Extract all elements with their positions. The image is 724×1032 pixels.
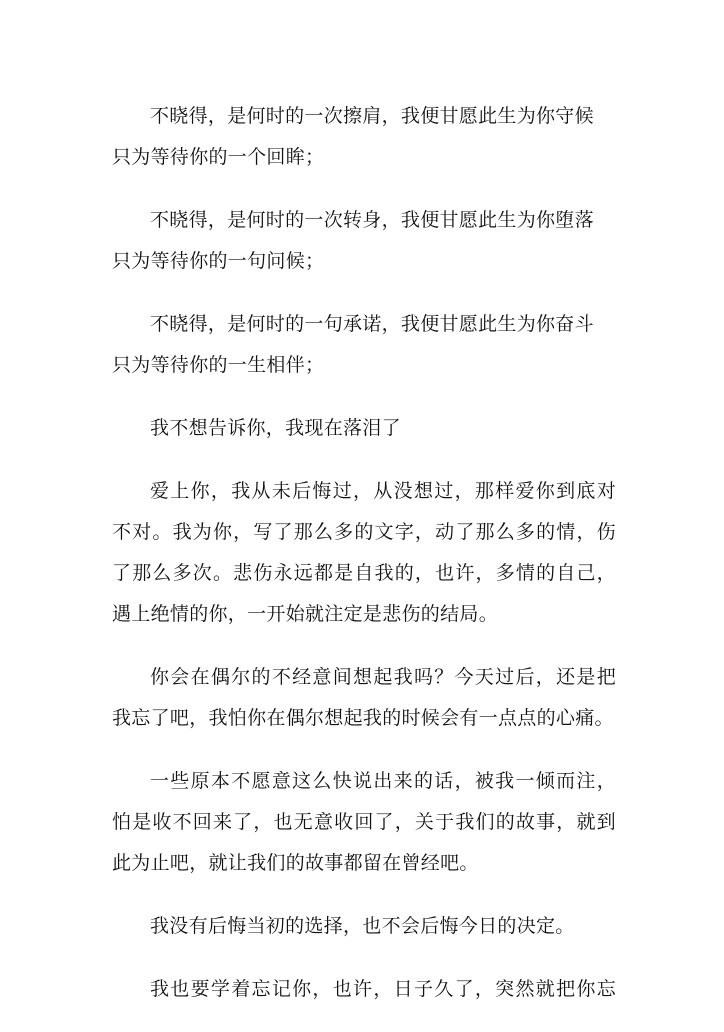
paragraph <box>112 969 616 1010</box>
paragraph <box>112 408 616 449</box>
paragraph <box>112 761 616 884</box>
document-page <box>112 96 616 1032</box>
text-line: 不晓得，是何时的一句承诺，我便甘愿此生为你奋斗 <box>150 313 594 335</box>
text-line: 此为止吧，就让我们的故事都留在曾经吧。 <box>112 852 479 874</box>
text-line: 不晓得，是何时的一次擦肩，我便甘愿此生为你守候 <box>150 105 594 127</box>
paragraph <box>112 906 616 947</box>
text-line: 了那么多次。悲伤永远都是自我的，也许，多情的自己， <box>112 562 616 584</box>
paragraph <box>112 471 616 635</box>
text-line: 我忘了吧，我怕你在偶尔想起我的时候会有一点点的心痛。 <box>112 707 614 729</box>
text-line: 爱上你，我从未后悔过，从没想过，那样爱你到底对 <box>150 480 616 502</box>
text-line: 只为等待你的一个回眸； <box>112 146 325 168</box>
text-line: 我也要学着忘记你，也许，日子久了，突然就把你忘 <box>150 978 616 1000</box>
text-line: 我没有后悔当初的选择，也不会后悔今日的决定。 <box>150 915 575 937</box>
text-line: 只为等待你的一生相伴； <box>112 354 325 376</box>
text-line: 遇上绝情的你，一开始就注定是悲伤的结局。 <box>112 603 499 625</box>
text-line: 一些原本不愿意这么快说出来的话，被我一倾而注， <box>150 770 616 792</box>
text-line: 只为等待你的一句问候； <box>112 250 325 272</box>
text-line: 不晓得，是何时的一次转身，我便甘愿此生为你堕落 <box>150 209 594 231</box>
text-line: 不对。我为你，写了那么多的文字，动了那么多的情，伤 <box>112 521 616 543</box>
paragraph <box>112 657 616 739</box>
text-line: 我不想告诉你，我现在落泪了 <box>150 417 401 439</box>
text-line: 怕是收不回来了，也无意收回了，关于我们的故事，就到 <box>112 811 616 833</box>
text-line: 你会在偶尔的不经意间想起我吗？今天过后，还是把 <box>150 666 616 688</box>
paragraph <box>112 200 616 282</box>
paragraph <box>112 304 616 386</box>
paragraph <box>112 96 616 178</box>
